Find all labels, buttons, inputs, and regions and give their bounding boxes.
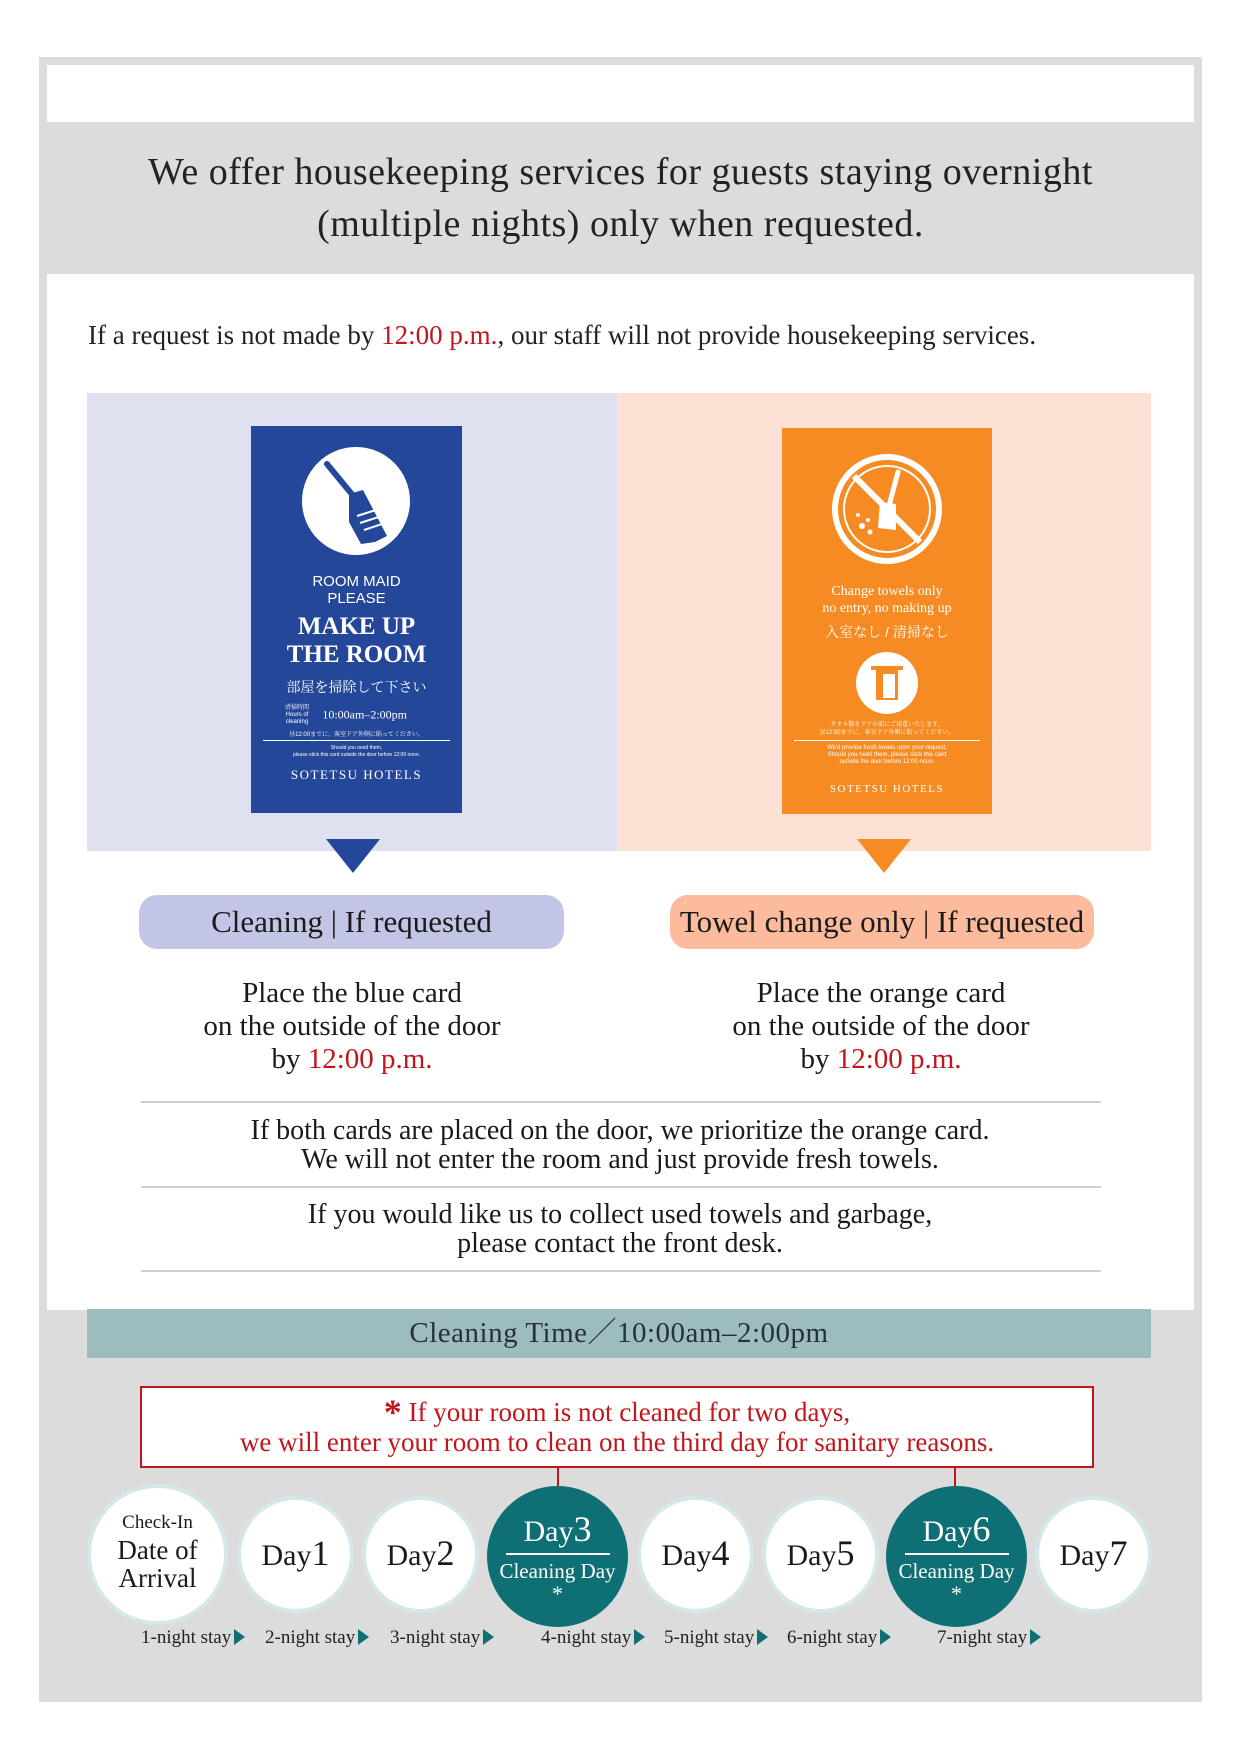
day-7-circle [1035,1496,1152,1613]
blue-down-arrow [326,839,380,873]
day-1-label [241,1532,350,1574]
day-3-label [491,1508,624,1550]
card-line-change-towels: Change towels only [831,584,943,599]
play-arrow-icon [1030,1629,1041,1645]
circle-divider [905,1553,1009,1555]
day-number: 6 [972,1509,991,1549]
day-word: Day [661,1539,712,1572]
sanitary-warning [140,1386,1094,1468]
day-word: Day [922,1515,973,1548]
orange-card-instructions [651,977,1111,1076]
notice-text-end: , our staff will not provide housekeeping services. [497,320,1037,350]
notice-time: 12:00 p.m. [381,320,498,350]
stay-label-5 [664,1626,768,1650]
day-number: 1 [311,1533,330,1573]
title-line-1: We offer housekeeping services for guests staying overnight [148,151,1093,193]
warning-line-2: we will enter your room to clean on the third day for sanitary reasons. [239,1427,995,1457]
stay-label-3 [390,1626,494,1650]
towel-change-card [782,428,992,814]
arrival-label: Arrival [118,1563,197,1593]
note-line-1: If both cards are placed on the door, we prioritize the orange card. [250,1115,990,1146]
stay-text: 3-night stay [390,1627,481,1648]
day-4-circle [637,1496,754,1613]
brand-logo: SOTETSU HOTELS [290,767,423,782]
divider [141,1270,1101,1272]
blue-card-instructions [122,977,582,1076]
instruction-by: by [800,1043,837,1075]
stay-text: 2-night stay [265,1627,356,1648]
request-deadline-notice [88,318,1168,352]
notice-text: If a request is not made by [88,320,382,350]
brand-logo: SOTETSU HOTELS [829,783,945,795]
day-5-circle [762,1496,879,1613]
circle-divider [506,1553,610,1555]
divider [141,1186,1101,1188]
hours-label-en: Hours of cleaning [285,712,309,725]
stay-text: 1-night stay [141,1627,232,1648]
title-line-2: (multiple nights) only when requested. [317,203,924,245]
card-small-en-1: Should you need them, [330,745,383,751]
day-word: Day [523,1515,574,1548]
play-arrow-icon [757,1629,768,1645]
instruction-line-2: on the outside of the door [203,1010,501,1042]
stay-label-4 [541,1626,645,1650]
card-small-en-1: We'd provide fresh towels upon your request. [826,745,948,751]
stay-text: 5-night stay [664,1627,755,1648]
day-number: 5 [836,1533,855,1573]
play-arrow-icon [483,1629,494,1645]
warning-text-1: If your room is not cleaned for two days, [401,1397,851,1427]
day-6-cleaning-circle [886,1486,1027,1627]
day-1-circle [237,1496,354,1613]
day-number: 3 [573,1509,592,1549]
day-5-label [766,1532,875,1574]
asterisk-icon: * [383,1392,402,1432]
instruction-line-3 [122,1043,582,1076]
cleaning-option-label: Cleaning | If requested [139,895,564,949]
day-2-label [366,1532,475,1574]
day-number: 2 [436,1533,455,1573]
card-line-room-maid: ROOM MAID [312,573,401,590]
towel-option-label: Towel change only | If requested [670,895,1094,949]
stay-label-6 [787,1626,891,1650]
day-word: Day [261,1539,312,1572]
warning-line-1 [142,1392,1092,1432]
card-small-jp-1: タオル類をドアの前にご用意いたします。 [830,722,944,728]
both-cards-note [100,1116,1140,1174]
day-6-label [890,1508,1023,1550]
cleaning-time-bar: Cleaning Time／10:00am–2:00pm [87,1309,1151,1358]
hours-label-jp: 清掃時間 [284,705,309,711]
towel-icon [856,652,918,714]
card-japanese-text: 入室なし / 清掃なし [825,624,949,640]
cleaning-day-label: Cleaning Day [499,1559,616,1583]
orange-down-arrow [857,839,911,873]
card-hours: 10:00am–2:00pm [322,707,408,722]
top-margin [47,65,1194,122]
card-title-the-room: THE ROOM [286,641,427,668]
instruction-line-1: Place the blue card [242,977,462,1009]
play-arrow-icon [634,1629,645,1645]
no-cleaning-icon [830,452,944,566]
check-in-label: Check-In [122,1512,193,1533]
broom-icon [301,446,411,556]
instruction-time: 12:00 p.m. [307,1043,433,1075]
play-arrow-icon [880,1629,891,1645]
stay-text: 6-night stay [787,1627,878,1648]
card-title-make-up: MAKE UP [297,613,416,640]
date-of-label: Date of [117,1535,198,1565]
note-line-1: If you would like us to collect used towels and garbage, [307,1199,933,1230]
check-in-circle [87,1484,228,1625]
play-arrow-icon [234,1629,245,1645]
page-title [47,122,1194,274]
day-word: Day [1059,1539,1110,1572]
day-word: Day [786,1539,837,1572]
make-up-room-card [251,426,462,813]
card-small-jp-2: 昼12:00までに、客室ドア外側に貼ってください。 [819,730,955,736]
day-number: 7 [1109,1533,1128,1573]
card-line-please: PLEASE [327,590,386,607]
day-word: Day [386,1539,437,1572]
stay-label-2 [265,1626,369,1650]
stay-label-7 [937,1626,1041,1650]
asterisk-icon: * [552,1581,563,1606]
cleaning-day-label: Cleaning Day [898,1559,1015,1583]
day-7-label [1039,1532,1148,1574]
instruction-line-1: Place the orange card [756,977,1006,1009]
day-4-label [641,1532,750,1574]
stay-label-1 [141,1626,245,1650]
asterisk-icon: * [951,1581,962,1606]
note-line-2: please contact the front desk. [457,1228,783,1259]
day-number: 4 [711,1533,730,1573]
note-line-2: We will not enter the room and just provide fresh towels. [301,1144,939,1175]
divider [141,1101,1101,1103]
play-arrow-icon [358,1629,369,1645]
stay-text: 4-night stay [541,1627,632,1648]
card-small-en-2: Should you need them, please stick this card [827,752,947,758]
card-line-no-entry: no entry, no making up [822,601,952,616]
day-2-circle [362,1496,479,1613]
card-small-en-3: outside the door before 12:00 noon. [839,759,935,765]
card-small-en-2: please stick this card outside the door before 12:00 noon. [292,752,421,758]
day-3-cleaning-circle [487,1486,628,1627]
card-small-jp: 昼12:00までに、客室ドア外側に貼ってください。 [289,732,424,738]
instruction-line-3 [651,1043,1111,1076]
card-japanese-text: 部屋を掃除して下さい [286,679,427,695]
stay-text: 7-night stay [937,1627,1028,1648]
instruction-time: 12:00 p.m. [836,1043,962,1075]
collect-towels-note [100,1200,1140,1258]
instruction-by: by [271,1043,308,1075]
instruction-line-2: on the outside of the door [732,1010,1030,1042]
